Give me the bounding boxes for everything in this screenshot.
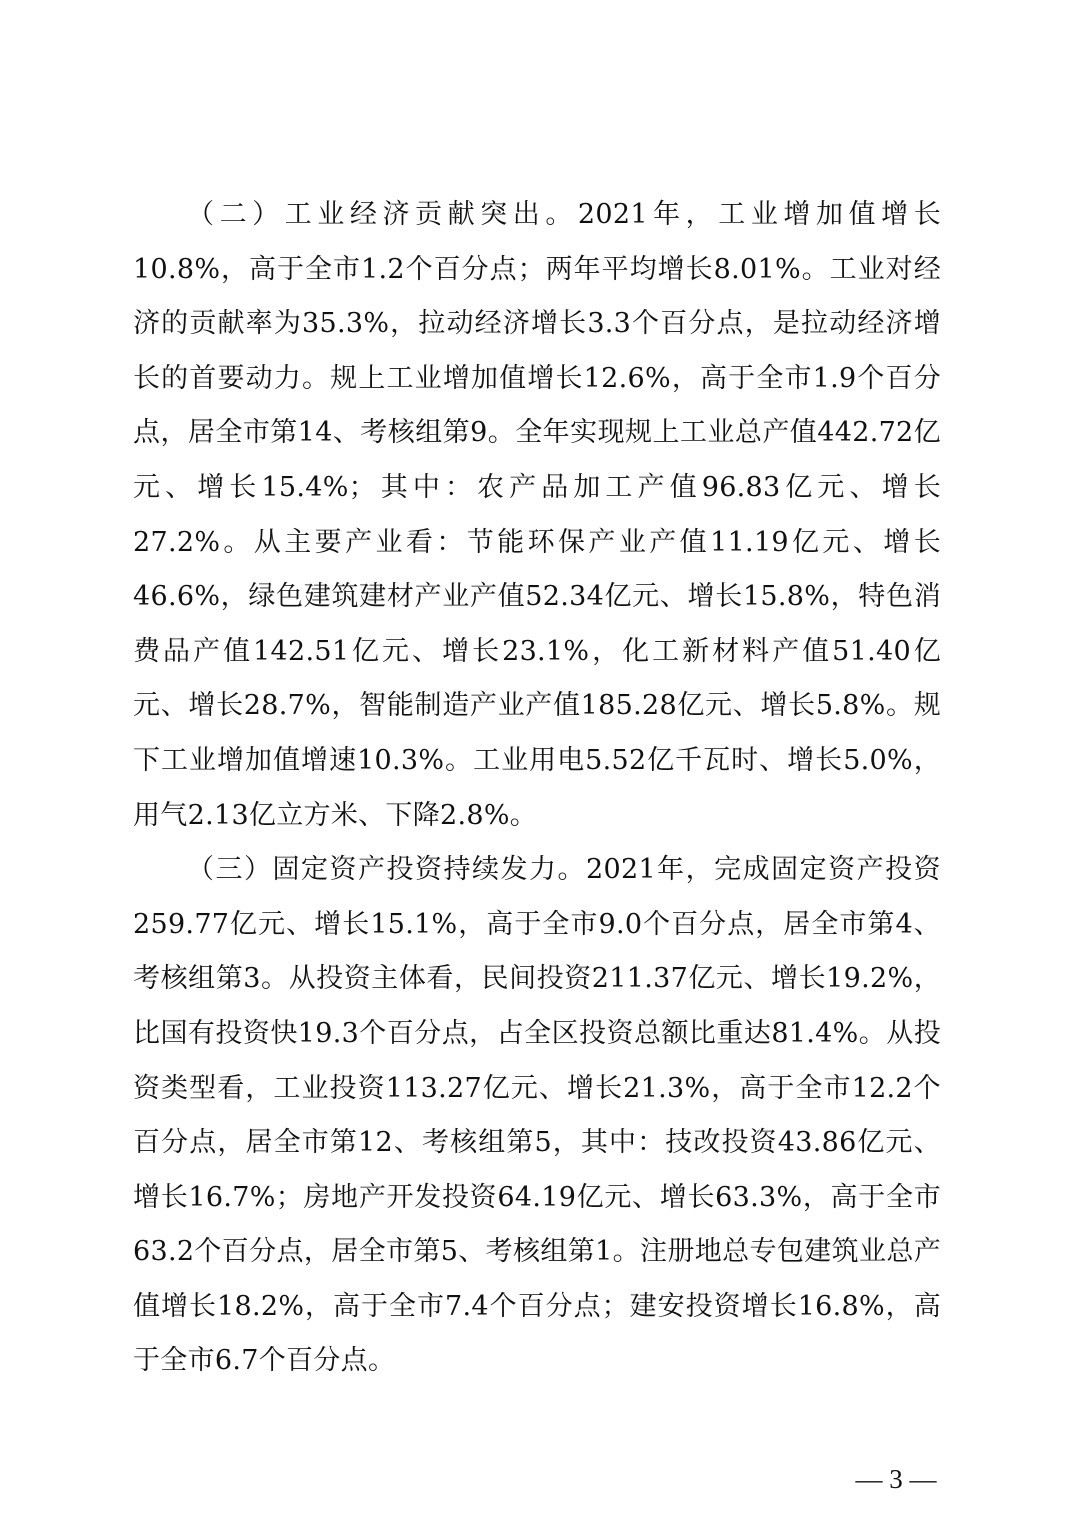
body-text: [133, 188, 941, 1389]
paragraph-fixed-asset-investment: （三）固定资产投资持续发力。2021年，完成固定资产投资259.77亿元、增长15.1%，高于全市9.0个百分点，居全市第4、考核组第3。从投资主体看，民间投资211.37亿元、增长19.2%，比国有投资快19.3个百分点，占全区投资总额比重达81.4%。从投资类型看，工业投资113.27亿元、增长21.3%，高于全市12.2个百分点，居全市第12、考核组第5，其中：技改投资43.86亿元、增长16.7%；房地产开发投资64.19亿元、增长63.3%，高于全市63.2个百分点，居全市第5、考核组第1。注册地总专包建筑业总产值增长18.2%，高于全市7.4个百分点；建安投资增长16.8%，高于全市6.7个百分点。: [133, 854, 941, 1377]
page-number: — 3 —: [855, 1464, 937, 1494]
paragraph-industrial-economy: （二）工业经济贡献突出。2021年，工业增加值增长10.8%，高于全市1.2个百分点；两年平均增长8.01%。工业对经济的贡献率为35.3%，拉动经济增长3.3个百分点，是拉动经济增长的首要动力。规上工业增加值增长12.6%，高于全市1.9个百分点，居全市第14、考核组第9。全年实现规上工业总产值442.72亿元、增长15.4%；其中：农产品加工产值96.83亿元、增长27.2%。从主要产业看：节能环保产业产值11.19亿元、增长46.6%，绿色建筑建材产业产值52.34亿元、增长15.8%，特色消费品产值142.51亿元、增长23.1%，化工新材料产值51.40亿元、增长28.7%，智能制造产业产值185.28亿元、增长5.8%。规下工业增加值增速10.3%。工业用电5.52亿千瓦时、增长5.0%，用气2.13亿立方米、下降2.8%。: [133, 199, 941, 831]
